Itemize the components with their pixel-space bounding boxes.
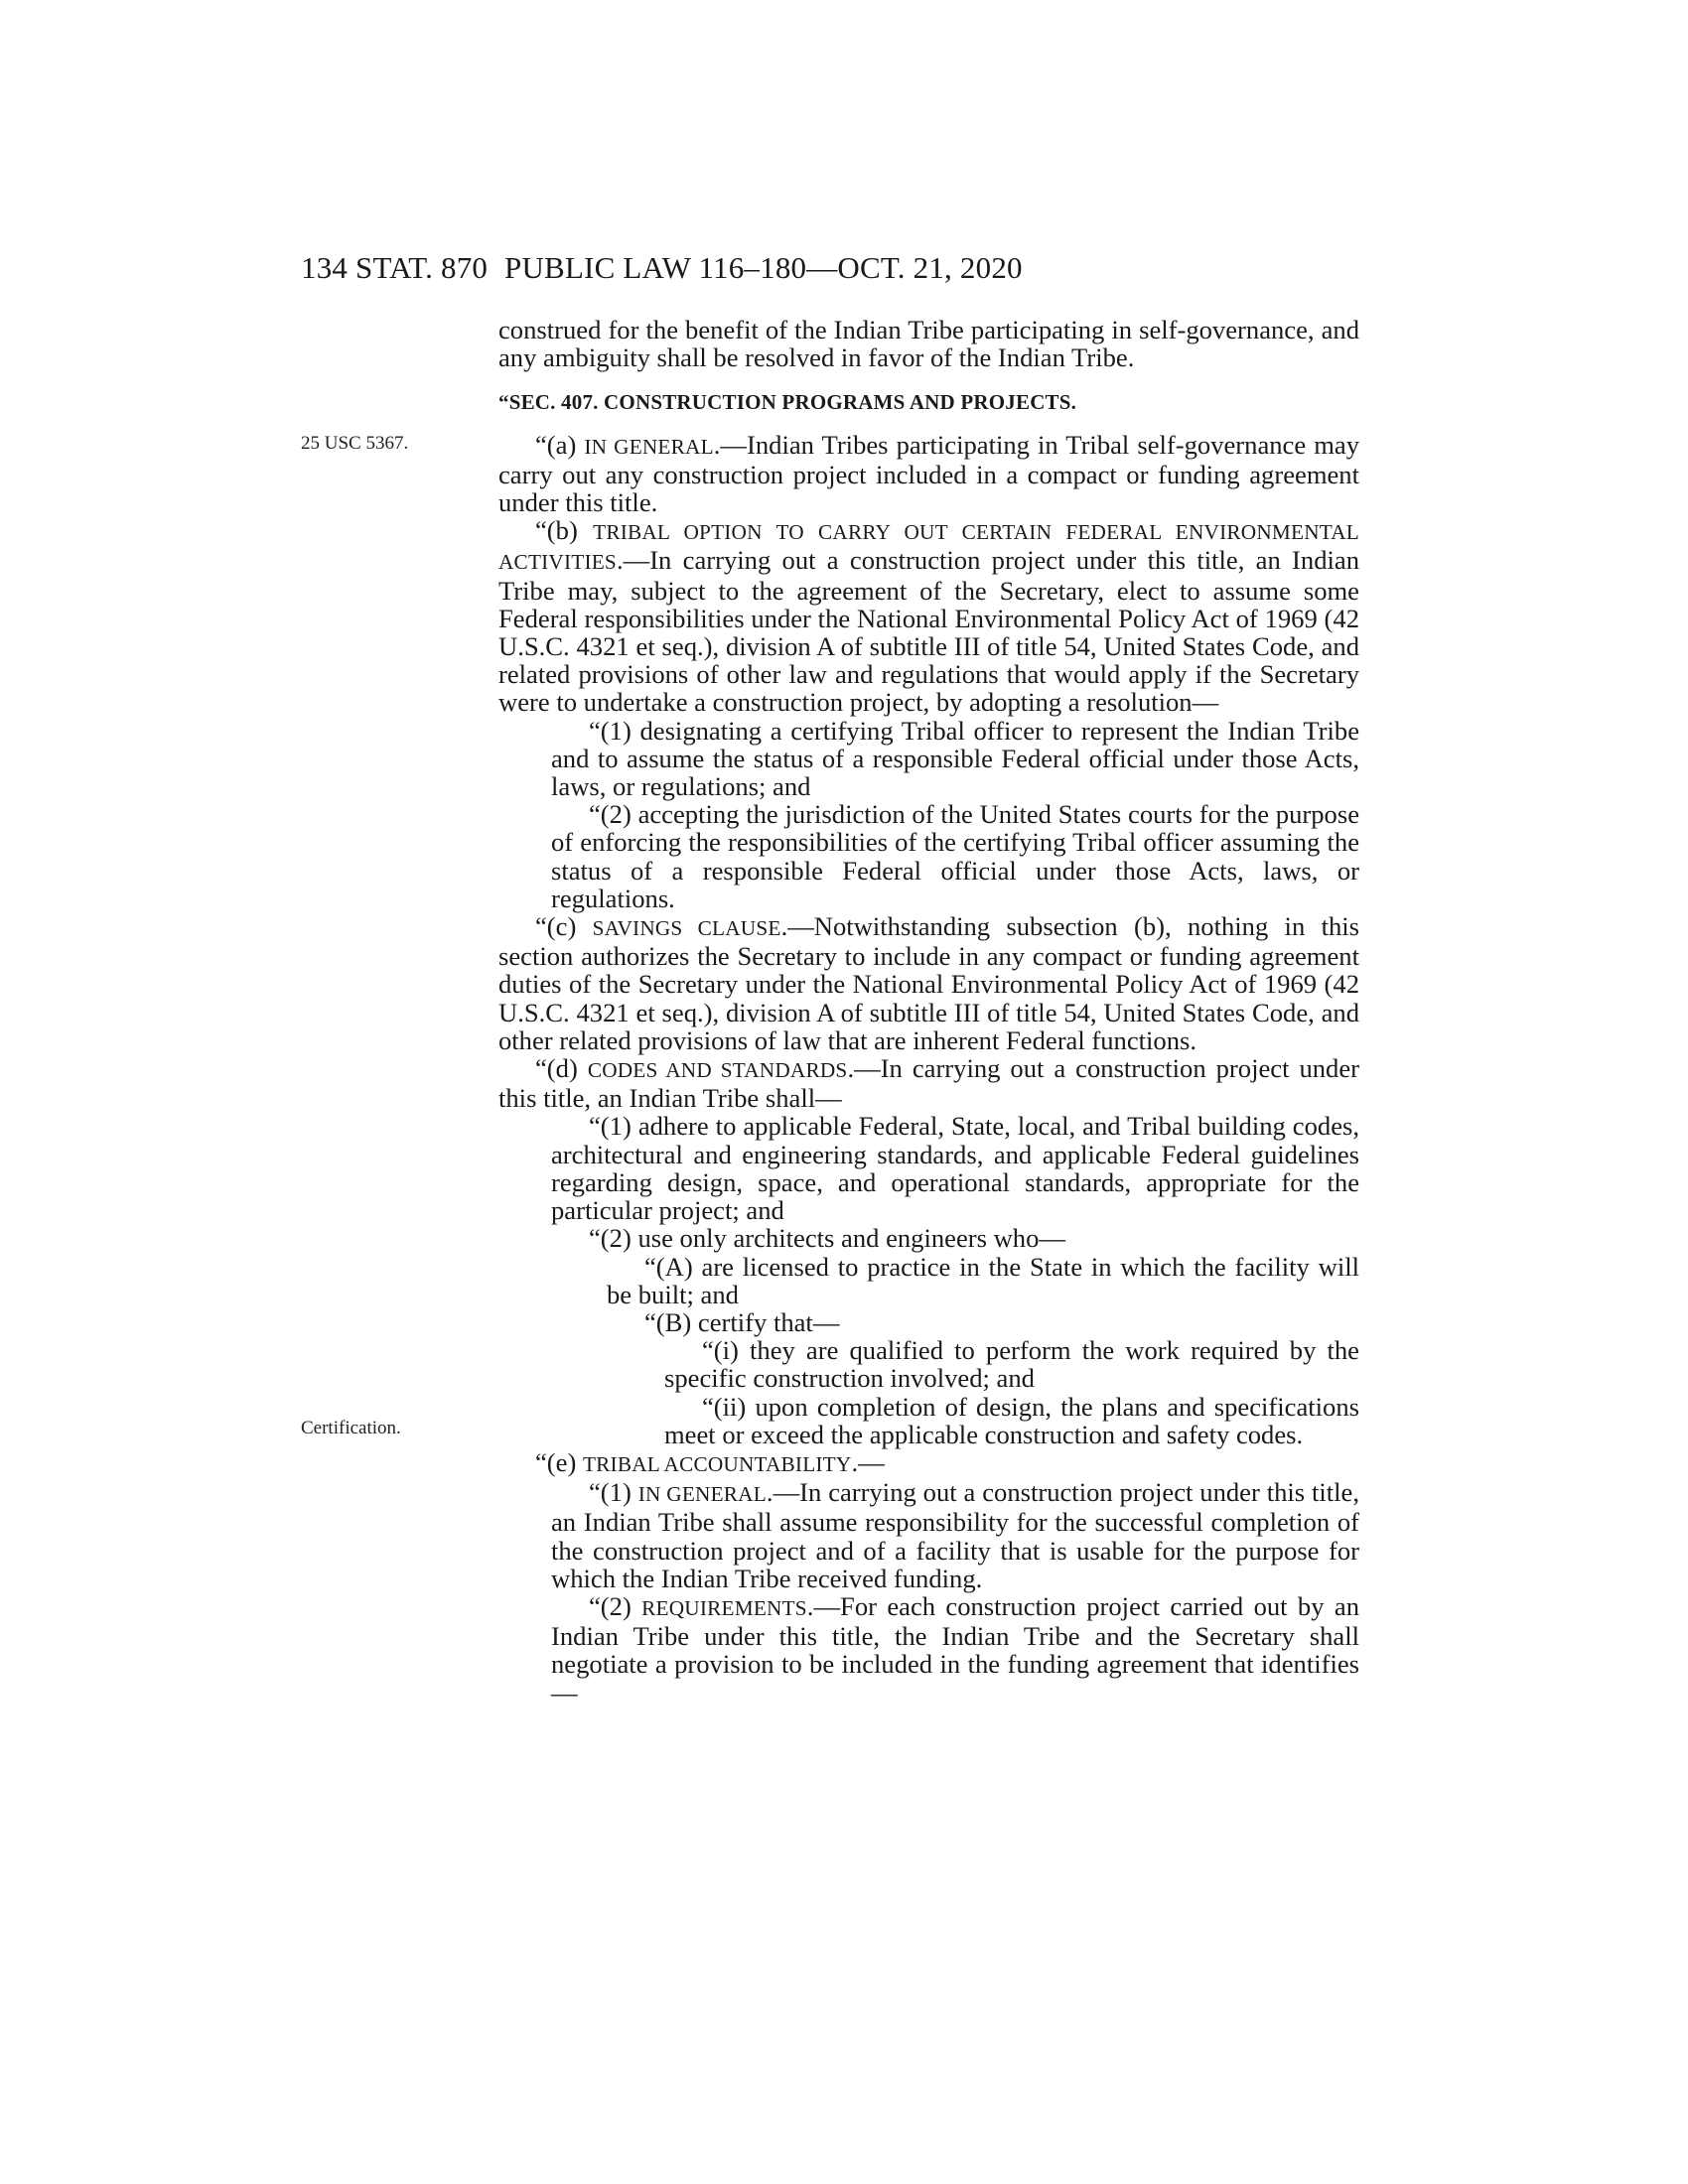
- clause-d2Bi: “(i) they are qualified to perform the work required by the specific construction involved; and: [664, 1335, 1359, 1394]
- subsection-c-text: .—Notwithstanding subsection (b), nothing in this section authorizes the Secretary to include in any compact or funding agreement duties of the Secretary under the National Environmental Policy Act of 1969 (42 U.S.C. 4321 et seq.), division A of subtitle III of title 54, United States Code, and other related provisions of law that are inherent Federal functions.: [498, 911, 1359, 1055]
- subparagraph-d2A: “(A) are licensed to practice in the State in which the facility will be built; and: [607, 1251, 1359, 1309]
- subsection-d-text: .—In carrying out a construction project under this title, an Indian Tribe shall—: [498, 1053, 1359, 1114]
- paragraph-d1: “(1) adhere to applicable Federal, State, local, and Tribal building codes, architectural and engineering standards, and applicable Federal guidelines regarding design, space, and operational standards, appropriate for the particular project; and: [551, 1111, 1359, 1226]
- paragraph-e2: [498, 1592, 1359, 1706]
- subsection-b-text: .—In carrying out a construction project under this title, an Indian Tribe may, subject to the agreement of the Secretary, elect to assume some Federal responsibilities under the National Environmental Policy Act of 1969 (42 U.S.C. 4321 et seq.), division A of subtitle III of title 54, United States Code, and related provisions of other law and regulations that would apply if the Secretary were to undertake a construction project, by adopting a resolution—: [498, 545, 1359, 718]
- subsection-b: [498, 516, 1359, 716]
- subsection-a-text: .—Indian Tribes participating in Tribal self-governance may carry out any construction project included in a compact or funding agreement under this title.: [498, 429, 1360, 518]
- subsection-a-heading: IN GENERAL: [584, 434, 714, 459]
- law-title: PUBLIC LAW 116–180—OCT. 21, 2020: [504, 250, 1023, 285]
- subsection-c-heading: SAVINGS CLAUSE: [592, 916, 781, 941]
- margin-note-usc: 25 USC 5367.: [301, 433, 409, 454]
- subsection-b-prefix: “(b): [535, 515, 594, 546]
- subsection-c-prefix: “(c): [535, 911, 593, 942]
- subparagraph-d2B: “(B) certify that—: [644, 1306, 840, 1337]
- paragraph-e1: [498, 1478, 1359, 1592]
- subsection-a-prefix: “(a): [535, 429, 585, 460]
- section-heading: “SEC. 407. CONSTRUCTION PROGRAMS AND PROJECTS.: [498, 390, 1077, 415]
- page-header: [301, 250, 1360, 290]
- subsection-c: [498, 912, 1359, 1054]
- margin-note-certification: Certification.: [301, 1418, 401, 1438]
- paragraph-e2-heading: REQUIREMENTS: [641, 1595, 807, 1620]
- subsection-e-text: .—: [851, 1446, 885, 1477]
- paragraph-b2: “(2) accepting the jurisdiction of the United States courts for the purpose of enforcing the responsibilities of the certifying Tribal officer assuming the status of a responsible Federal official under those Acts, laws, or regulations.: [551, 799, 1359, 913]
- subsection-e: [498, 1448, 1359, 1478]
- subsection-d-heading: CODES AND STANDARDS: [587, 1058, 848, 1083]
- paragraph-b1: “(1) designating a certifying Tribal officer to represent the Indian Tribe and to assume the status of a responsible Federal official under those Acts, laws, or regulations; and: [551, 715, 1359, 802]
- continuation-paragraph: construed for the benefit of the Indian Tribe participating in self-governance, and any ambiguity shall be resolved in favor of the Indian Tribe.: [498, 315, 1359, 373]
- paragraph-e2-prefix: “(2): [589, 1590, 642, 1621]
- subsection-e-heading: TRIBAL ACCOUNTABILITY: [582, 1451, 852, 1476]
- stat-page-number: 134 STAT. 870: [301, 250, 489, 285]
- paragraph-e2-text: .—For each construction project carried out by an Indian Tribe under this title, the Indian Tribe and the Secretary shall negotiate a provision to be included in the funding agreement that identifies—: [551, 1590, 1359, 1707]
- subsection-d: [498, 1054, 1359, 1112]
- subsection-d-prefix: “(d): [535, 1053, 588, 1084]
- subsection-b-heading: TRIBAL OPTION TO CARRY OUT CERTAIN FEDERAL ENVIRONMENTAL ACTIVITIES: [498, 520, 1359, 575]
- clause-d2Bii: “(ii) upon completion of design, the plans and specifications meet or exceed the applicable construction and safety codes.: [664, 1391, 1359, 1449]
- body-text: [498, 316, 1359, 1706]
- paragraph-e1-prefix: “(1): [589, 1477, 638, 1508]
- paragraph-d2: “(2) use only architects and engineers who—: [589, 1223, 1065, 1254]
- subsection-e-prefix: “(e): [535, 1446, 583, 1477]
- subsection-a: [498, 431, 1359, 517]
- paragraph-e1-heading: IN GENERAL: [637, 1482, 767, 1507]
- paragraph-e1-text: .—In carrying out a construction project under this title, an Indian Tribe shall assume responsibility for the successful completion of the construction project and of a facility that is usable for the purpose for which the Indian Tribe received funding.: [551, 1477, 1360, 1593]
